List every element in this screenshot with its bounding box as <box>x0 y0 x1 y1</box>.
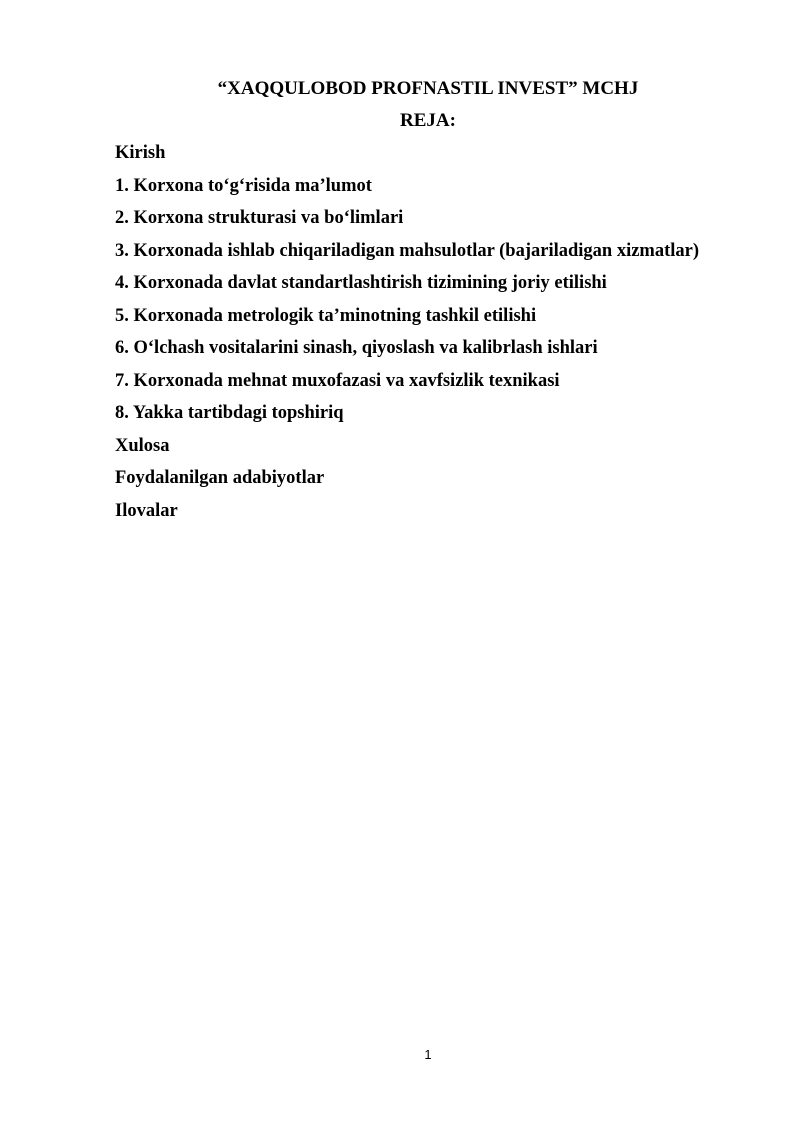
toc-item-5: 5. Korxonada metrologik ta’minotning tashkil etilishi <box>115 305 537 326</box>
toc-item-2: 2. Korxona strukturasi va bo‘limlari <box>115 208 404 228</box>
page-number: 1 <box>424 1047 432 1062</box>
toc-item-conclusion: Xulosa <box>115 435 170 456</box>
plan-heading: REJA: <box>400 110 456 131</box>
toc-item-8: 8. Yakka tartibdagi topshiriq <box>115 403 344 423</box>
toc-item-1: 1. Korxona to‘g‘risida ma’lumot <box>115 175 372 196</box>
toc-item-4: 4. Korxonada davlat standartlashtirish tizimining joriy etilishi <box>115 273 607 293</box>
toc-item-6: 6. O‘lchash vositalarini sinash, qiyoslash va kalibrlash ishlari <box>115 338 598 358</box>
toc-item-3: 3. Korxonada ishlab chiqariladigan mahsulotlar (bajariladigan xizmatlar) <box>115 240 700 261</box>
toc-item-appendices: Ilovalar <box>115 500 178 521</box>
toc-item-7: 7. Korxonada mehnat muxofazasi va xavfsizlik texnikasi <box>115 370 560 391</box>
company-title: “XAQQULOBOD PROFNASTIL INVEST” MCHJ <box>217 78 639 99</box>
toc-item-references: Foydalanilgan adabiyotlar <box>115 468 325 488</box>
toc-item-introduction: Kirish <box>115 143 166 163</box>
table-of-contents <box>115 141 699 531</box>
